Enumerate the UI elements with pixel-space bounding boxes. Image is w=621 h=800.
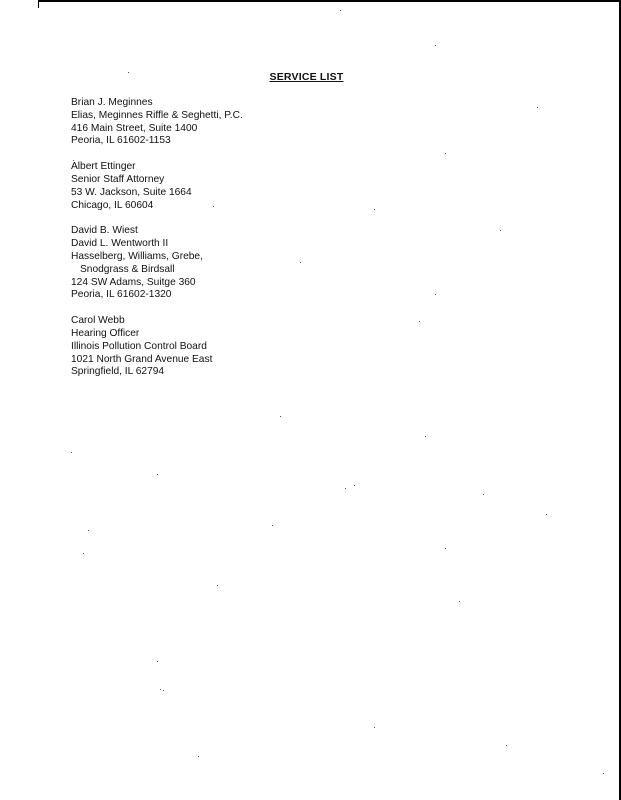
scan-speck [603,773,604,774]
scan-speck [445,548,446,549]
scan-speck [128,72,129,73]
scan-speck [300,262,301,263]
service-list [71,97,471,392]
scan-speck [83,553,84,554]
scan-speck [459,601,460,602]
scan-speck [425,436,426,437]
scan-speck [272,525,273,526]
scan-speck [500,230,501,231]
entry-firm: Elias, Meginnes Riffle & Seghetti, P.C. [71,109,243,121]
page-top-edge [38,0,621,2]
entry-street: 1021 North Grand Avenue East [71,353,213,365]
page-title-text: SERVICE LIST [269,71,344,83]
page-left-edge-mark [38,0,39,8]
entry-organization: Illinois Pollution Control Board [71,340,207,352]
scan-speck [157,474,158,475]
scan-speck [546,514,547,515]
scan-speck [506,745,507,746]
entry-firm-continued: Snodgrass & Birdsall [80,263,175,275]
entry-title: Hearing Officer [71,327,140,339]
entry-city: Peoria, IL 61602-1153 [71,135,171,147]
entry-city: Springfield, IL 62794 [71,366,165,378]
entry-name-second: David L. Wentworth II [71,238,169,250]
scan-speck [198,756,199,757]
entry-name: Carol Webb [71,315,125,327]
service-entry-ettinger [71,161,471,212]
scan-speck [445,153,446,154]
scan-speck [71,452,72,453]
entry-firm: Hasselberg, Williams, Grebe, [71,250,203,262]
entry-name: David B. Wiest [71,225,138,237]
scan-speck [435,294,436,295]
scan-speck [537,107,538,108]
scan-speck [73,160,74,161]
entry-street: 416 Main Street, Suite 1400 [71,122,198,134]
entry-title: Senior Staff Attorney [71,173,165,185]
service-entry-webb [71,315,471,379]
entry-name: Albert Ettinger [71,161,136,173]
scan-speck [483,494,484,495]
scan-speck [419,321,420,322]
scan-speck [157,661,158,662]
scan-speck [280,416,281,417]
scan-speck [435,45,436,46]
service-entry-wiest [71,225,471,302]
scan-speck [354,485,355,486]
scan-speck [88,530,89,531]
page-title [0,71,621,83]
entry-street: 124 SW Adams, Suitge 360 [71,276,196,288]
entry-name: Brian J. Meginnes [71,97,153,108]
entry-city: Chicago, IL 60604 [71,199,154,211]
entry-city: Peoria, IL 61602-1320 [71,289,172,301]
scan-speck [213,206,214,207]
scan-speck [160,689,161,690]
scan-speck [374,727,375,728]
entry-street: 53 W. Jackson, Suite 1664 [71,186,192,198]
scan-speck [340,10,341,11]
service-entry-meginnes [71,97,471,148]
scan-speck [374,209,375,210]
scan-speck [217,585,218,586]
scan-speck [345,488,346,489]
scan-speck [163,690,164,691]
